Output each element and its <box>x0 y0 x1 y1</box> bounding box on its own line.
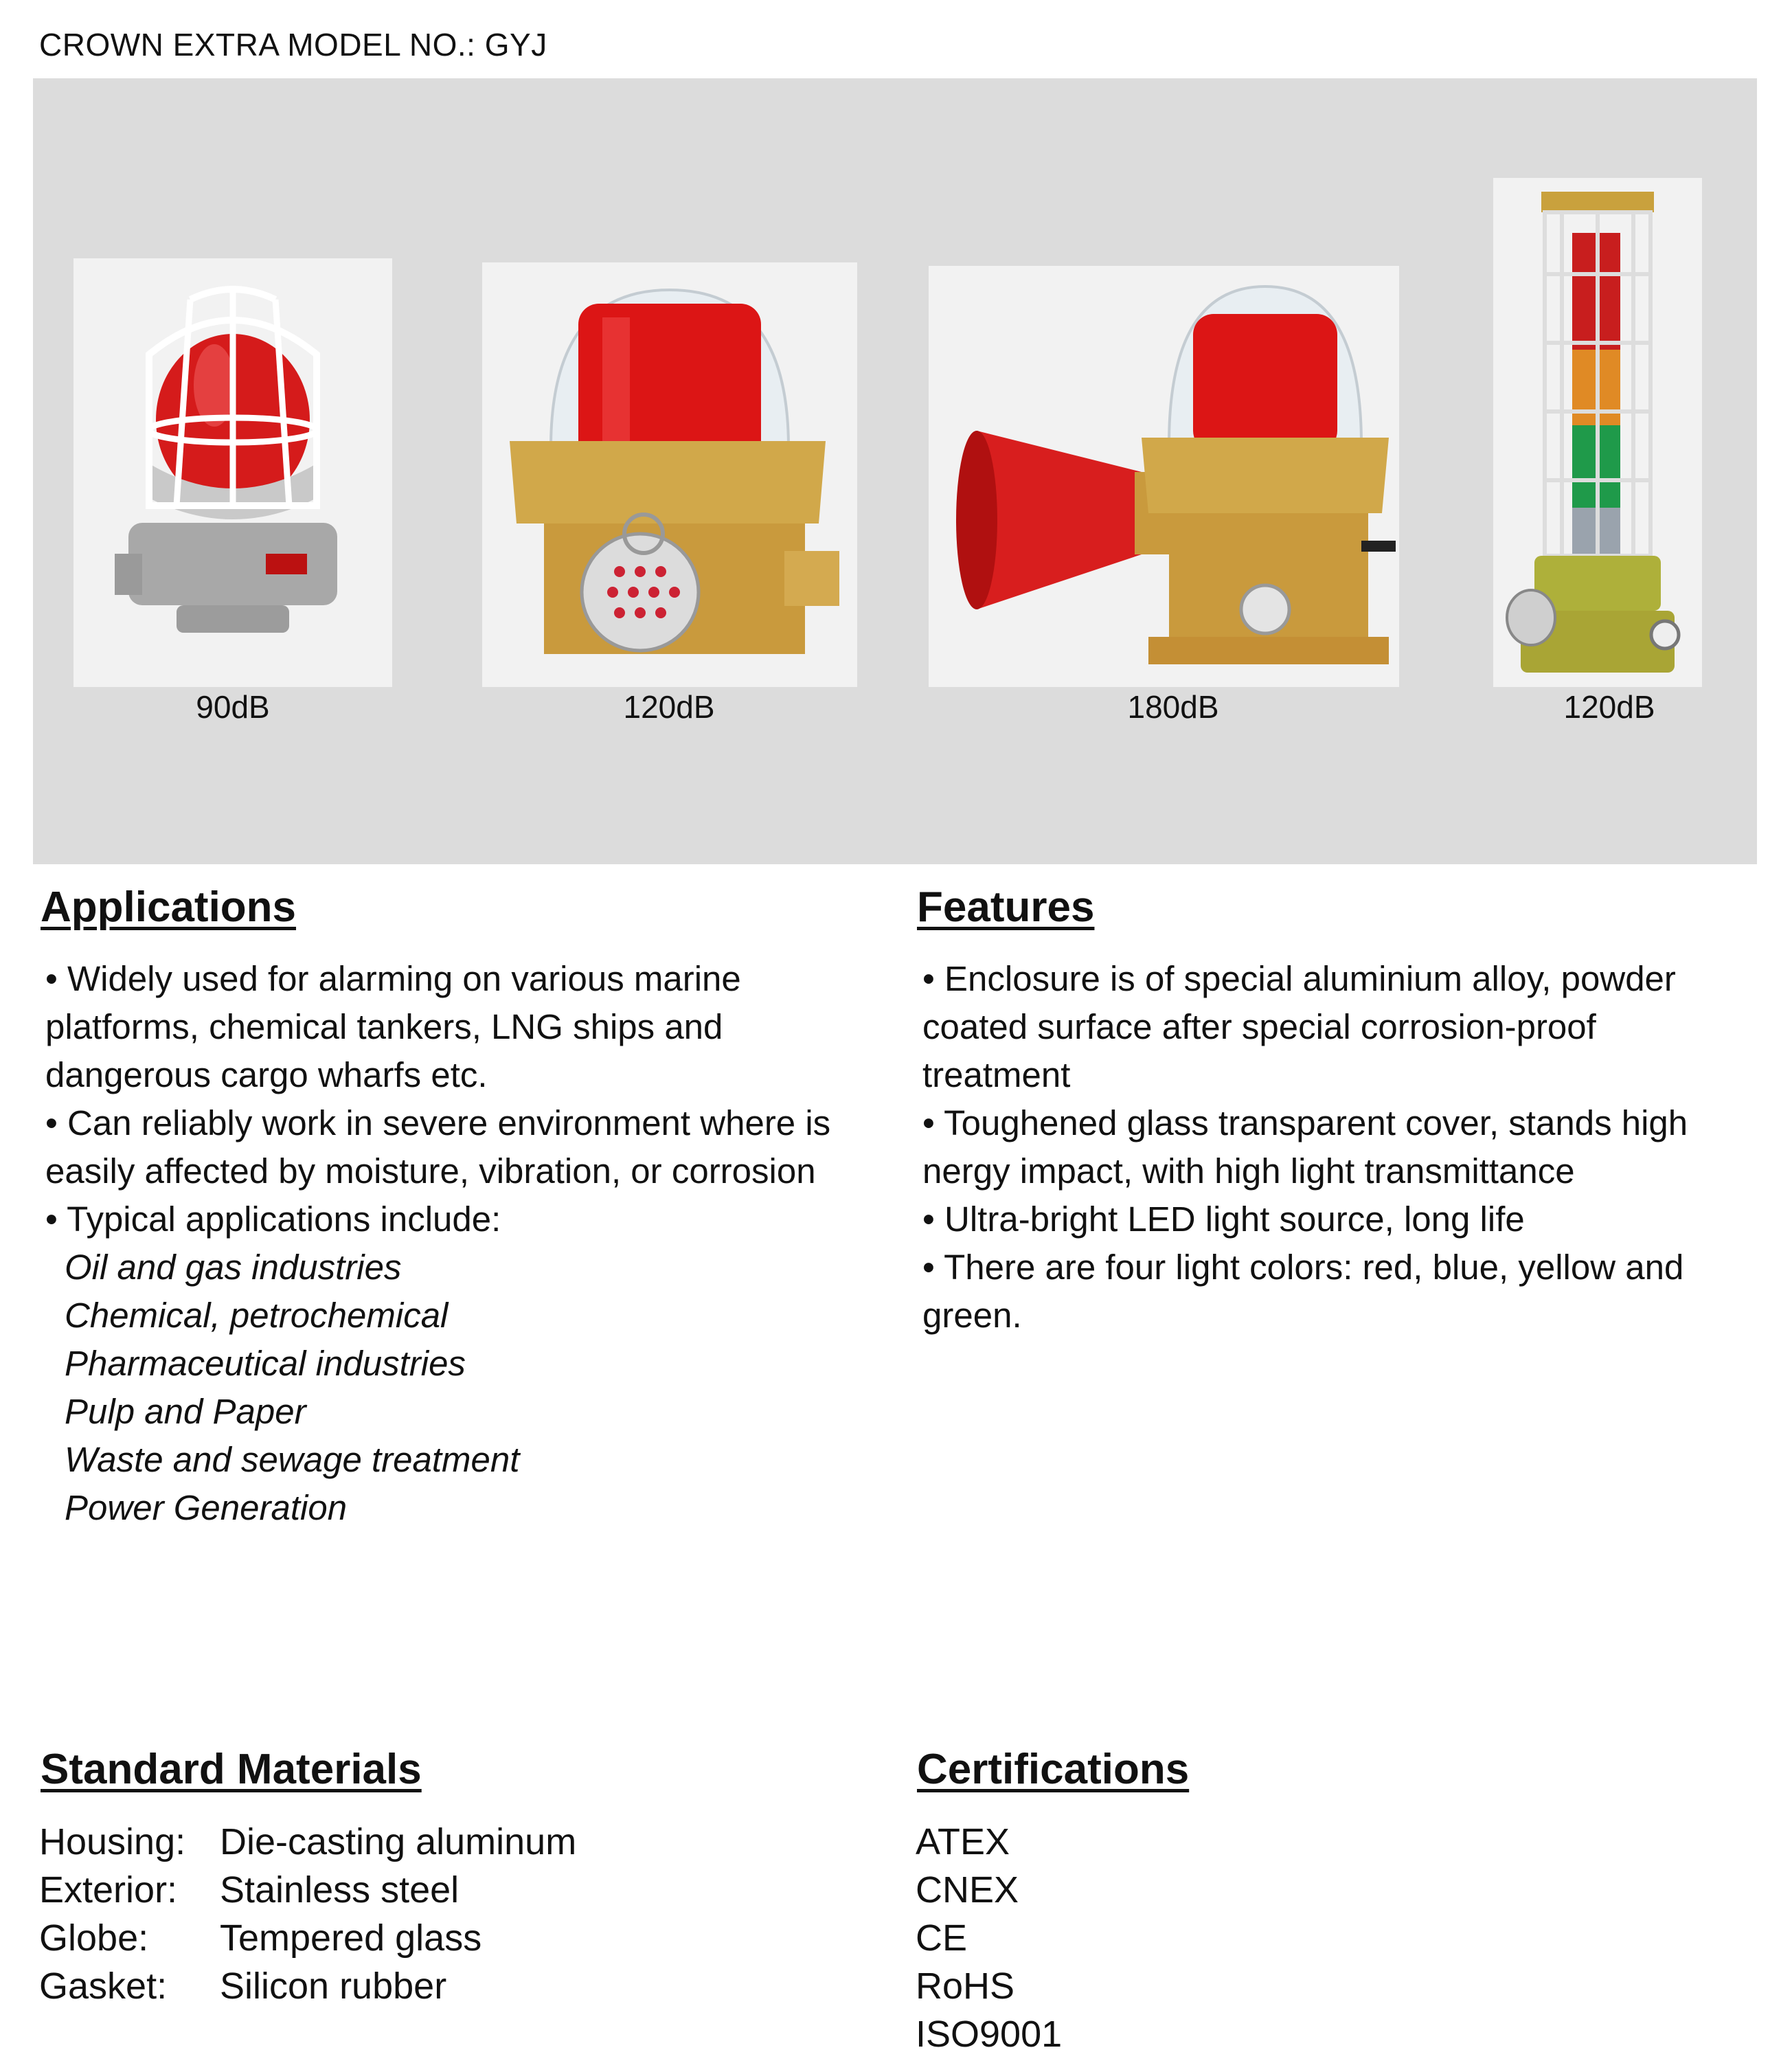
typical-application: Chemical, petrochemical <box>65 1296 449 1335</box>
product-photo-beacon-sounder <box>482 262 857 687</box>
certifications-title: Certifications <box>917 1746 1190 1793</box>
certification-item: ATEX <box>916 1821 1010 1862</box>
material-value: Tempered glass <box>220 1917 482 1959</box>
db-rating-2: 120dB <box>623 689 715 725</box>
certification-item: CNEX <box>916 1869 1019 1911</box>
typical-application: Pulp and Paper <box>65 1392 306 1431</box>
features-title: Features <box>917 883 1095 931</box>
typical-application: Pharmaceutical industries <box>65 1344 466 1383</box>
material-label: Gasket: <box>39 1966 168 2007</box>
certification-item: RoHS <box>916 1966 1015 2007</box>
material-label: Housing: <box>39 1821 186 1862</box>
product-photo-caged-beacon <box>73 258 392 687</box>
material-value: Die-casting aluminum <box>220 1821 577 1862</box>
beacon-horn-icon <box>929 266 1399 687</box>
material-label: Globe: <box>39 1917 149 1959</box>
applications-bullet-2: • Can reliably work in severe environment where is easily affected by moisture, vibration, or corrosion <box>45 1103 831 1191</box>
materials-title: Standard Materials <box>41 1746 422 1793</box>
material-value: Stainless steel <box>220 1869 460 1911</box>
product-photo-signal-tower <box>1493 178 1702 687</box>
features-bullet-4: • There are four light colors: red, blue, yellow and green. <box>922 1248 1684 1335</box>
features-bullet-3: • Ultra-bright LED light source, long life <box>922 1200 1525 1239</box>
signal-tower-icon <box>1493 178 1702 687</box>
material-label: Exterior: <box>39 1869 178 1911</box>
db-rating-1: 90dB <box>196 689 270 725</box>
certification-item: ISO9001 <box>916 2014 1063 2055</box>
model-title: CROWN EXTRA MODEL NO.: GYJ <box>39 27 547 63</box>
certification-item: CE <box>916 1917 968 1959</box>
typical-application: Power Generation <box>65 1488 348 1527</box>
caged-beacon-icon <box>73 258 392 687</box>
product-gallery <box>33 78 1757 864</box>
db-rating-3: 180dB <box>1127 689 1219 725</box>
applications-title: Applications <box>41 883 297 931</box>
material-value: Silicon rubber <box>220 1966 447 2007</box>
applications-list <box>45 955 856 1532</box>
beacon-sounder-icon <box>482 262 857 687</box>
features-bullet-2: • Toughened glass transparent cover, stands high nergy impact, with high light transmittance <box>922 1103 1688 1191</box>
product-photo-beacon-horn <box>929 266 1399 687</box>
applications-bullet-1: • Widely used for alarming on various marine platforms, chemical tankers, LNG ships and dangerous cargo wharfs etc. <box>45 959 741 1094</box>
db-rating-4: 120dB <box>1563 689 1655 725</box>
applications-bullet-3: • Typical applications include: <box>45 1200 501 1239</box>
features-bullet-1: • Enclosure is of special aluminium alloy, powder coated surface after special corrosion-proof treatment <box>922 959 1676 1094</box>
typical-application: Oil and gas industries <box>65 1248 402 1287</box>
features-list <box>922 955 1712 1340</box>
typical-application: Waste and sewage treatment <box>65 1440 520 1479</box>
